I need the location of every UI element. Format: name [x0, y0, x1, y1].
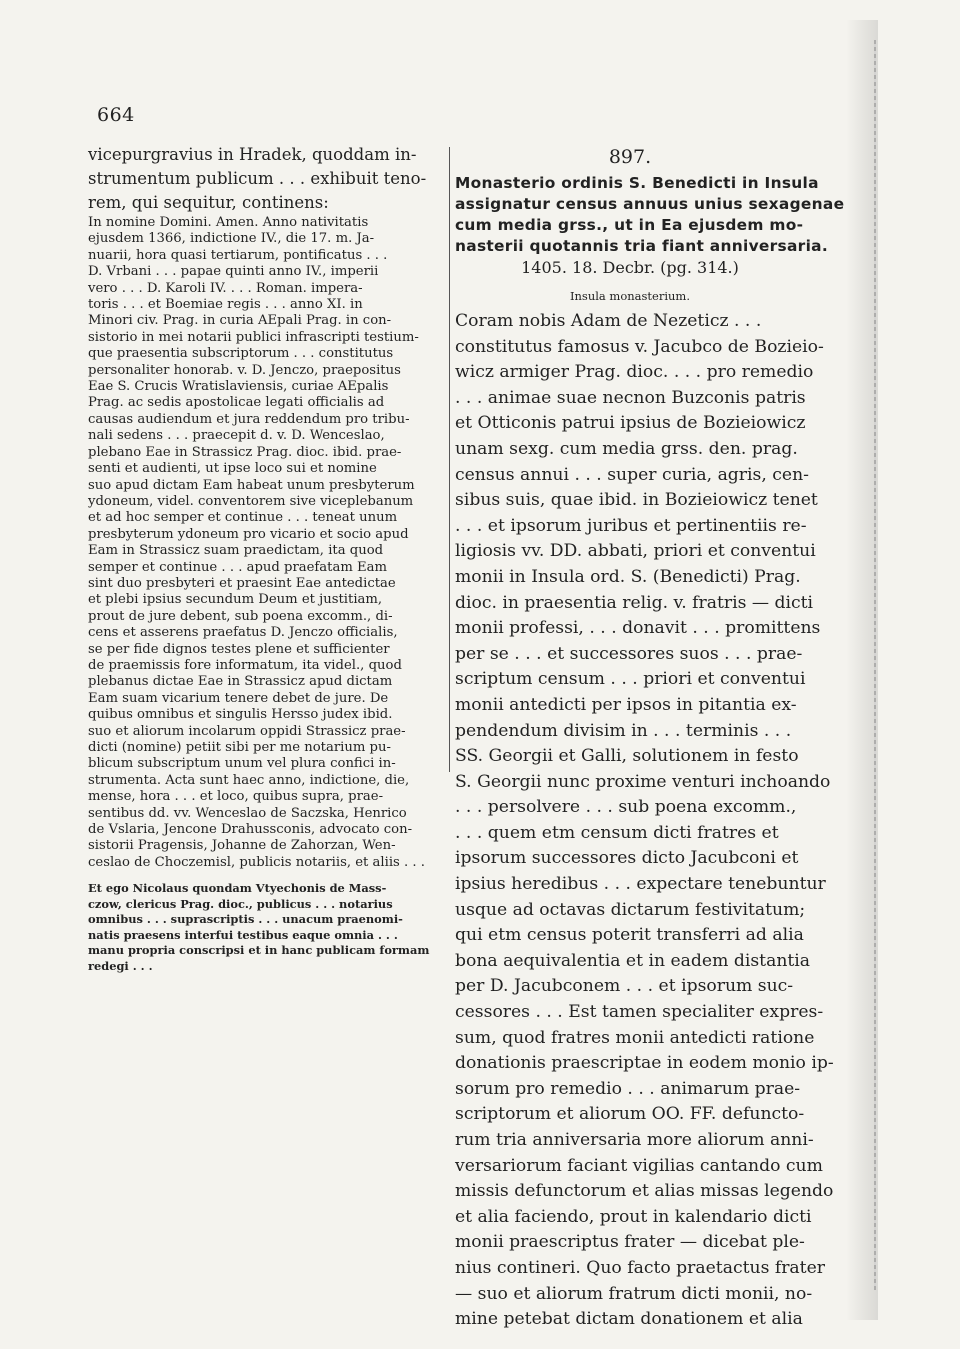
text-line: et alia faciendo, prout in kalendario dicti — [455, 1206, 812, 1227]
text-line: de Vslaria, Jencone Drahussconis, advocato con- — [88, 822, 413, 838]
text-line: census annui . . . super curia, agris, cen- — [455, 464, 809, 485]
left-body-text — [88, 143, 446, 215]
note-line: czow, clericus Prag. dioc., publicus . . . notarius — [88, 896, 393, 911]
text-line: In nomine Domini. Amen. Anno nativitatis — [88, 215, 369, 230]
text-line: quibus omnibus et singulis Hersso judex ibid. — [88, 707, 393, 723]
charter-text — [88, 215, 446, 871]
text-line: et ad hoc semper et continue . . . teneat unum — [88, 510, 398, 526]
heading-line: cum media grss., ut in Ea ejusdem mo- — [455, 216, 804, 234]
left-column — [88, 143, 446, 974]
text-line: vero . . . D. Karoli IV. . . . Roman. impera- — [88, 280, 363, 296]
text-line: . . . animae suae necnon Buzconis patris — [455, 387, 806, 408]
text-line: et Otticonis patrui ipsius de Bozieiowicz — [455, 413, 806, 434]
text-line: pendendum divisim in . . . terminis . . . — [455, 720, 792, 741]
text-line: personaliter honorab. v. D. Jenczo, praepositus — [88, 362, 401, 378]
text-line: presbyterum ydoneum pro vicario et socio apud — [88, 526, 409, 542]
text-line: bona aequivalentia et in eadem distantia — [455, 950, 811, 971]
text-line: strumentum publicum . . . exhibuit teno- — [88, 169, 427, 188]
text-line: sentibus dd. vv. Wenceslao de Saczska, Henrico — [88, 805, 407, 821]
text-line: de praemissis fore informatum, ita videl., quod — [88, 657, 402, 673]
text-line: ipsorum successores dicto Jacubconi et — [455, 848, 799, 869]
text-line: unam sexg. cum media grss. den. prag. — [455, 438, 798, 459]
note-line: Et ego Nicolaus quondam Vtyechonis de Mass- — [88, 881, 387, 896]
text-line: suo et aliorum incolarum oppidi Strassicz prae- — [88, 723, 406, 739]
text-line: ipsius heredibus . . . expectare tenebuntur — [455, 874, 826, 895]
text-line: S. Georgii nunc proxime venturi inchoando — [455, 771, 831, 792]
text-line: sorum pro remedio . . . animarum prae- — [455, 1078, 801, 1099]
text-line: D. Vrbani . . . papae quinti anno IV., imperii — [88, 264, 379, 280]
text-line: vicepurgravius in Hradek, quoddam in- — [88, 145, 417, 164]
notary-note — [88, 881, 446, 974]
heading-line: Monasterio ordinis S. Benedicti in Insula — [455, 174, 819, 192]
text-line: per D. Jacubconem . . . et ipsorum suc- — [455, 976, 794, 997]
text-line: blicum subscriptum unum vel plura confici in- — [88, 756, 396, 772]
text-line: Eae S. Crucis Wratislaviensis, curiae AEpalis — [88, 379, 389, 395]
text-line: suo apud dictam Eam habeat unum presbyterum — [88, 477, 415, 493]
text-line: sibus suis, quae ibid. in Bozieiowicz tenet — [455, 490, 818, 511]
text-line: toris . . . et Boemiae regis . . . anno XI. in — [88, 297, 363, 313]
text-line: Eam in Strassicz suam praedictam, ita quod — [88, 543, 384, 559]
right-column — [455, 143, 845, 1333]
scan-margin-edge — [874, 40, 876, 1290]
text-line: nuarii, hora quasi tertiarum, pontificatus . . . — [88, 247, 388, 263]
text-line: dicti (nomine) petiit sibi per me notarium pu- — [88, 740, 391, 755]
note-line: omnibus . . . suprascriptis . . . unacum praenomi- — [88, 912, 403, 927]
text-line: constitutus famosus v. Jacubco de Bozieio- — [455, 336, 824, 357]
text-line: sum, quod fratres monii antedicti ratione — [455, 1027, 815, 1048]
note-line: natis praesens interfui testibus eaque omnia . . . — [88, 927, 398, 942]
document-date: 1405. 18. Decbr. (pg. 314.) — [521, 258, 739, 277]
text-line: senti et audienti, ut ipse loco sui et nomine — [88, 461, 377, 477]
text-line: se per fide dignos testes plene et sufficienter — [88, 641, 390, 657]
text-line: monii in Insula ord. S. (Benedicti) Prag. — [455, 566, 801, 587]
text-line: scriptum censum . . . priori et conventui — [455, 669, 806, 690]
heading-line: nasterii quotannis tria fiant anniversaria. — [455, 237, 828, 255]
text-line: mense, hora . . . et loco, quibus supra, prae- — [88, 789, 384, 805]
text-line: strumenta. Acta sunt haec anno, indictione, die, — [88, 772, 410, 788]
text-line: nius contineri. Quo facto praetactus frater — [455, 1257, 825, 1278]
text-line: nali sedens . . . praecepit d. v. D. Wenceslao, — [88, 428, 385, 444]
text-line: semper et continue . . . apud praefatam Eam — [88, 559, 388, 575]
text-line: cens et asserens praefatus D. Jenczo officialis, — [88, 625, 398, 641]
column-divider — [449, 147, 450, 772]
heading-line: assignatur census annuus unius sexagenae — [455, 195, 845, 213]
text-line: plebanus dictae Eae in Strassicz apud dictam — [88, 674, 393, 690]
text-line: causas audiendum et jura reddendum pro tribu- — [88, 411, 410, 427]
text-line: per se . . . et successores suos . . . prae- — [455, 643, 803, 664]
text-line: rem, qui sequitur, continens: — [88, 193, 329, 212]
text-line: prout de jure debent, sub poena excomm., di- — [88, 608, 393, 624]
text-line: SS. Georgii et Galli, solutionem in festo — [455, 746, 799, 767]
right-body-text — [455, 309, 834, 1333]
text-line: . . . quem etm censum dicti fratres et — [455, 822, 779, 843]
text-line: ceslao de Choczemisl, publicis notariis, et aliis . . . — [88, 854, 425, 870]
text-line: wicz armiger Prag. dioc. . . . pro remedio — [455, 362, 814, 383]
text-line: monii antedicti per ipsos in pitantia ex- — [455, 694, 797, 715]
marginal-caption: Insula monasterium. — [569, 289, 690, 303]
text-line: usque ad octavas dictarum festivitatum; — [455, 899, 806, 920]
text-line: Eam suam vicarium tenere debet de jure. De — [88, 690, 389, 706]
text-line: versariorum faciant vigilias cantando cum — [455, 1155, 823, 1176]
note-line: redegi . . . — [88, 958, 153, 973]
note-line: manu propria conscripsi et in hanc publicam formam — [88, 943, 430, 958]
text-line: monii professi, . . . donavit . . . promittens — [455, 618, 821, 639]
text-line: missis defunctorum et alias missas legendo — [455, 1181, 834, 1202]
text-line: scriptorum et aliorum OO. FF. defuncto- — [455, 1104, 805, 1125]
text-line: . . . persolvere . . . sub poena excomm., — [455, 797, 797, 818]
text-line: monii praescriptus frater — dicebat ple- — [455, 1232, 805, 1253]
text-line: Prag. ac sedis apostolicae legati officialis ad — [88, 395, 385, 411]
text-line: Minori civ. Prag. in curia AEpali Prag. in con- — [88, 313, 392, 329]
text-line: qui etm census poterit transferri ad alia — [455, 925, 804, 946]
document-heading — [455, 173, 845, 257]
text-line: — suo et aliorum fratrum dicti monii, no- — [455, 1283, 813, 1304]
text-line: Coram nobis Adam de Nezeticz . . . — [455, 311, 762, 331]
text-line: mine petebat dictam donationem et alia — [455, 1309, 803, 1330]
text-line: ydoneum, videl. conventorem sive viceplebanum — [88, 493, 414, 509]
text-line: donationis praescriptae in eodem monio ip- — [455, 1053, 834, 1074]
text-line: ejusdem 1366, indictione IV., die 17. m. Ja- — [88, 231, 375, 247]
text-line: que praesentia subscriptorum . . . constitutus — [88, 346, 394, 362]
text-line: rum tria anniversaria more aliorum anni- — [455, 1130, 814, 1150]
page-number: 664 — [97, 104, 135, 126]
text-line: cessores . . . Est tamen specialiter expres- — [455, 1002, 824, 1023]
text-line: sistorii Pragensis, Johanne de Zahorzan, Wen- — [88, 838, 396, 854]
text-line: et plebi ipsius secundum Deum et justitiam, — [88, 592, 383, 608]
text-line: ligiosis vv. DD. abbati, priori et conventui — [455, 541, 816, 562]
text-line: plebano Eae in Strassicz Prag. dioc. ibid. prae- — [88, 444, 402, 460]
document-number: 897. — [608, 146, 652, 168]
text-line: sint duo presbyteri et praesint Eae antedictae — [88, 575, 396, 591]
text-line: . . . et ipsorum juribus et pertinentiis re- — [455, 515, 807, 536]
text-line: dioc. in praesentia relig. v. fratris — dicti — [455, 592, 814, 613]
text-line: sistorio in mei notarii publici infrascripti testium- — [88, 329, 419, 345]
